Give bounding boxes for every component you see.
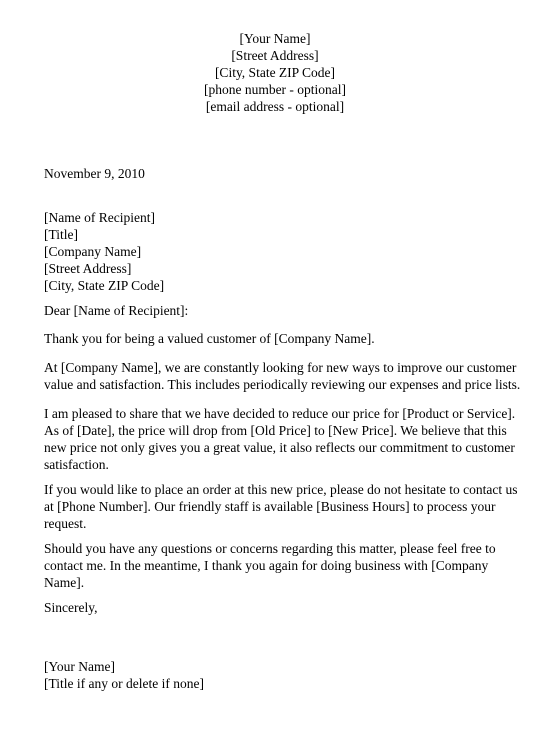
sender-city: [City, State ZIP Code]	[214, 65, 336, 80]
paragraph-line: at [Phone Number]. Our friendly staff is available [Business Hours] to process your	[44, 499, 496, 514]
paragraph-line: Name].	[44, 575, 85, 590]
recipient-street: [Street Address]	[44, 261, 132, 276]
paragraph-line: I am pleased to share that we have decided to reduce our price for [Product or Service].	[44, 406, 516, 421]
paragraph-line: value and satisfaction. This includes periodically reviewing our expenses and price lists.	[44, 377, 521, 392]
recipient-company: [Company Name]	[44, 244, 142, 259]
paragraph-1	[44, 330, 514, 347]
sender-phone: [phone number - optional]	[203, 82, 347, 97]
signature-block	[44, 658, 514, 692]
recipient-city: [City, State ZIP Code]	[44, 278, 165, 293]
recipient-block	[44, 209, 514, 294]
recipient-name: [Name of Recipient]	[44, 210, 155, 225]
closing	[44, 599, 514, 616]
paragraph-line: request.	[44, 516, 87, 531]
paragraph-line: At [Company Name], we are constantly looking for new ways to improve our customer	[44, 360, 517, 375]
signature-name: [Your Name]	[44, 659, 115, 674]
paragraph-line: As of [Date], the price will drop from [Old Price] to [New Price]. We believe that this	[44, 423, 507, 438]
paragraph-line: satisfaction.	[44, 457, 109, 472]
paragraph-line: contact me. In the meantime, I thank you again for doing business with [Company	[44, 558, 489, 573]
paragraph-5	[44, 540, 514, 591]
paragraph-line: new price not only gives you a great value, it also reflects our commitment to customer	[44, 440, 515, 455]
paragraph-line: Thank you for being a valued customer of [Company Name].	[44, 331, 375, 346]
sender-name: [Your Name]	[239, 31, 311, 46]
paragraph-2	[44, 359, 521, 393]
paragraph-4	[44, 481, 518, 532]
letter-date	[44, 165, 514, 182]
salutation	[44, 302, 514, 319]
sender-street: [Street Address]	[231, 48, 319, 63]
salutation-text: Dear [Name of Recipient]:	[44, 303, 189, 318]
recipient-title: [Title]	[44, 227, 79, 242]
sender-email: [email address - optional]	[205, 99, 345, 114]
sender-header	[0, 30, 550, 115]
signature-title: [Title if any or delete if none]	[44, 676, 204, 691]
paragraph-line: If you would like to place an order at this new price, please do not hesitate to contact us	[44, 482, 518, 497]
paragraph-line: Should you have any questions or concerns regarding this matter, please feel free to	[44, 541, 496, 556]
closing-text: Sincerely,	[44, 600, 98, 615]
paragraph-3	[44, 405, 514, 473]
date-text: November 9, 2010	[44, 166, 145, 181]
